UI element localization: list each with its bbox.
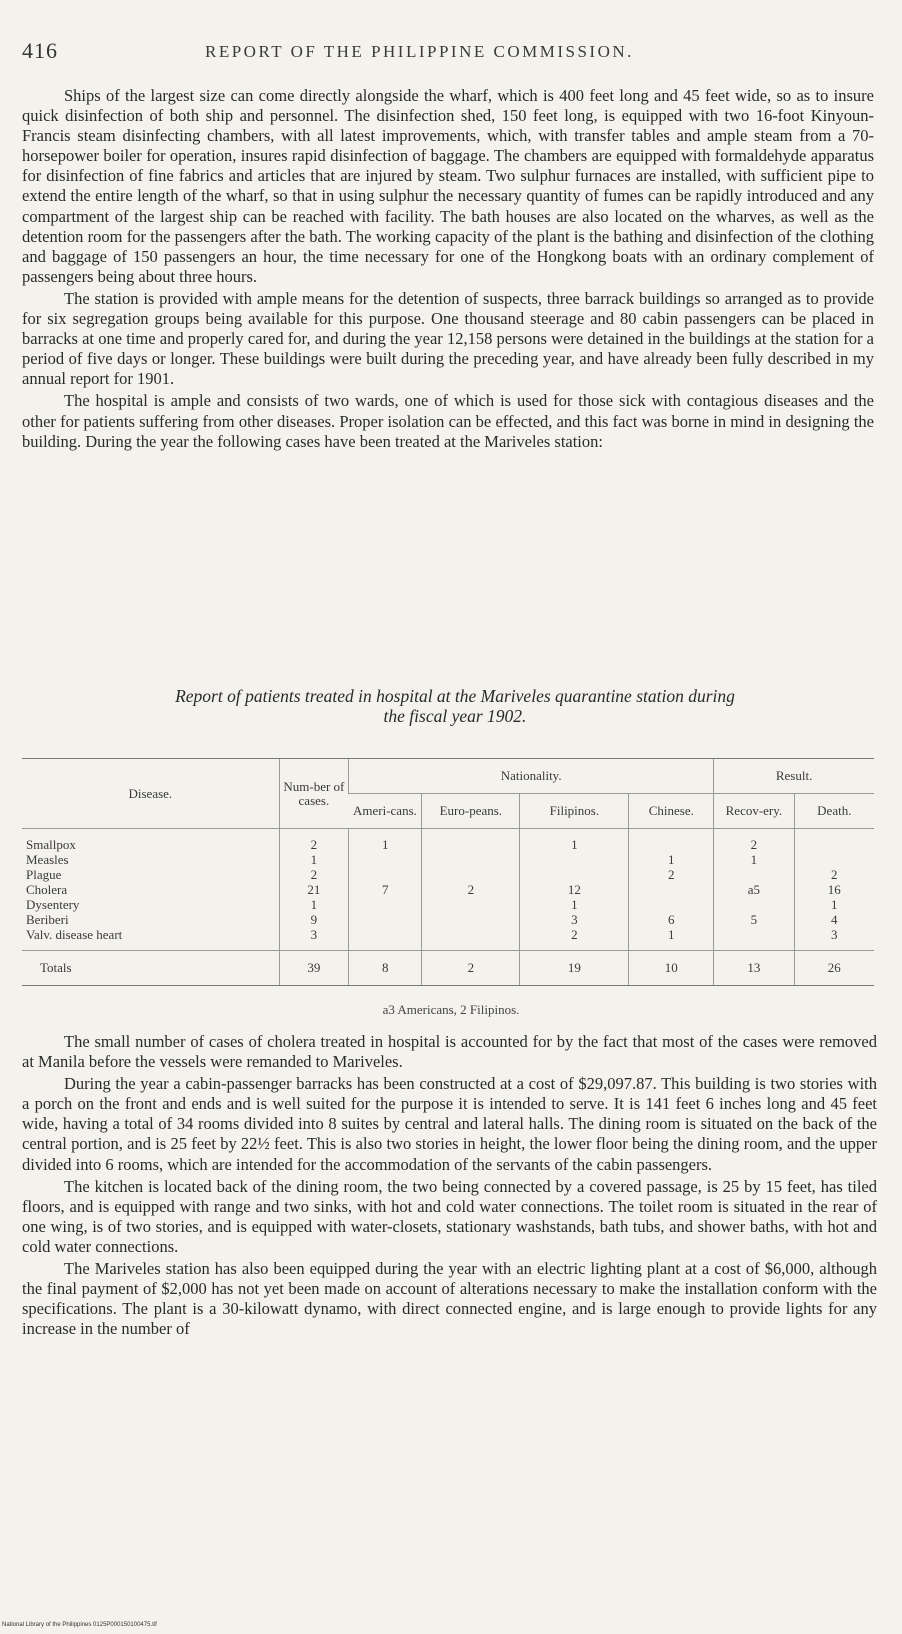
chinese-cell: 2 <box>629 867 714 882</box>
number-cell: 9 <box>279 912 348 927</box>
totals-row <box>22 951 874 986</box>
totals-number: 39 <box>279 951 348 986</box>
recovery-cell: 1 <box>714 852 794 867</box>
body-text-bottom <box>22 1032 877 1341</box>
filipinos-cell <box>520 852 629 867</box>
running-title: REPORT OF THE PHILIPPINE COMMISSION. <box>205 42 634 61</box>
chinese-cell <box>629 897 714 912</box>
number-cell: 2 <box>279 829 348 853</box>
death-cell <box>794 852 874 867</box>
table-caption-line2: the fiscal year 1902. <box>383 706 527 726</box>
table-row <box>22 912 874 927</box>
table-row <box>22 867 874 882</box>
patients-table <box>22 758 874 986</box>
table-row <box>22 829 874 853</box>
paragraph-barracks: During the year a cabin-passenger barracks has been constructed at a cost of $29,097.87. This building is two stories with a porch on the front and ends and is well suited for the purpose it is intended to serve. It is 141 feet 6 inches long and 45 feet wide, having a total of 34 rooms divided into 8 suites by central and lateral halls. The dining room is situated on the back of the central portion, and is 25 feet by 22½ feet. This is also two stories in height, the lower floor being the dining room, and the upper divided into 6 rooms, which are intended for the accommodation of the servants of the cabin passengers. <box>22 1074 877 1174</box>
totals-recovery: 13 <box>714 951 794 986</box>
table-row <box>22 927 874 951</box>
table-row <box>22 897 874 912</box>
header-result: Result. <box>714 759 874 794</box>
header-disease: Disease. <box>22 759 279 829</box>
number-cell: 21 <box>279 882 348 897</box>
recovery-cell <box>714 927 794 951</box>
paragraph-detention: The station is provided with ample means for the detention of suspects, three barrack buildings so arranged as to provide for six segregation groups being available for this purpose. One thousand steerage and 80 cabin passengers can be placed in barracks at one time and properly cared for, and during the year 12,158 persons were detained in the buildings at the station for a period of five days or longer. These buildings were built during the preceding year, and have already been fully described in my annual report for 1901. <box>22 288 874 389</box>
americans-cell: 7 <box>349 882 422 897</box>
header-nationality: Nationality. <box>349 759 714 794</box>
table-row <box>22 852 874 867</box>
totals-filipinos: 19 <box>520 951 629 986</box>
chinese-cell: 1 <box>629 927 714 951</box>
europeans-cell <box>422 912 520 927</box>
chinese-cell <box>629 829 714 853</box>
patients-table-wrapper <box>22 758 874 986</box>
header-chinese: Chinese. <box>629 794 714 829</box>
filipinos-cell: 3 <box>520 912 629 927</box>
europeans-cell <box>422 852 520 867</box>
header-filipinos: Filipinos. <box>520 794 629 829</box>
death-cell: 2 <box>794 867 874 882</box>
death-cell: 4 <box>794 912 874 927</box>
page-header <box>0 38 902 68</box>
number-cell: 2 <box>279 867 348 882</box>
disease-cell: Plague <box>26 867 62 882</box>
americans-cell <box>349 867 422 882</box>
page-number: 416 <box>22 38 58 63</box>
americans-cell: 1 <box>349 829 422 853</box>
recovery-cell <box>714 897 794 912</box>
body-text-top <box>22 86 874 454</box>
recovery-cell: a5 <box>714 882 794 897</box>
header-recovery: Recov-ery. <box>714 794 794 829</box>
number-cell: 1 <box>279 897 348 912</box>
disease-cell: Smallpox <box>26 837 76 852</box>
filipinos-cell: 1 <box>520 897 629 912</box>
death-cell <box>794 829 874 853</box>
filipinos-cell: 1 <box>520 829 629 853</box>
disease-cell: Cholera <box>26 882 68 897</box>
chinese-cell <box>629 882 714 897</box>
americans-cell <box>349 852 422 867</box>
recovery-cell: 5 <box>714 912 794 927</box>
totals-label-text: Totals <box>40 960 72 975</box>
paragraph-hospital: The hospital is ample and consists of two wards, one of which is used for those sick with contagious diseases and the other for patients suffering from other diseases. Proper isolation can be effected, and this fact was borne in mind in designing the building. During the year the following cases have been treated at the Mariveles station: <box>22 391 874 451</box>
header-death: Death. <box>794 794 874 829</box>
americans-cell <box>349 927 422 951</box>
filipinos-cell: 2 <box>520 927 629 951</box>
number-cell: 3 <box>279 927 348 951</box>
filipinos-cell: 12 <box>520 882 629 897</box>
totals-americans: 8 <box>349 951 422 986</box>
paragraph-kitchen: The kitchen is located back of the dining room, the two being connected by a covered passage, is 25 by 15 feet, has tiled floors, and is equipped with range and two sinks, with hot and cold water connections. The toilet room is situated in the rear of one wing, is of two stories, and is equipped with water-closets, stationary washstands, bath tubs, and shower baths, with hot and cold water connections. <box>22 1176 877 1256</box>
filipinos-cell <box>520 867 629 882</box>
europeans-cell <box>422 829 520 853</box>
scan-imprint: National Library of the Philippines 0125P000150100475.tif <box>2 1622 157 1628</box>
disease-cell: Beriberi <box>26 912 69 927</box>
paragraph-wharf: Ships of the largest size can come directly alongside the wharf, which is 400 feet long and 45 feet wide, so as to insure quick disinfection of both ship and personnel. The disinfection shed, 150 feet long, is equipped with two 16-foot Kinyoun-Francis steam disinfecting chambers, with all latest improvements, which, with transfer tables and ample steam from a 70-horsepower boiler for operation, insures rapid disinfection of baggage. The chambers are equipped with formaldehyde apparatus for disinfection of fine fabrics and articles that are injured by steam. Two sulphur furnaces are installed, with sufficient pipe to extend the entire length of the wharf, so that in using sulphur the necessary quantity of fumes can be rapidly introduced and any compartment of the largest ship can be reached with facility. The bath houses are also located on the wharves, as well as the detention room for the passengers after the bath. The working capacity of the plant is the bathing and disinfection of the clothing and baggage of 150 passengers an hour, the time necessary for one of the Hongkong boats with an ordinary complement of passengers being about three hours. <box>22 86 874 286</box>
table-caption-line1: Report of patients treated in hospital at the Mariveles quarantine station during <box>175 686 735 706</box>
number-cell: 1 <box>279 852 348 867</box>
europeans-cell <box>422 927 520 951</box>
death-cell: 16 <box>794 882 874 897</box>
table-row <box>22 882 874 897</box>
paragraph-cholera: The small number of cases of cholera treated in hospital is accounted for by the fact that most of the cases were removed at Manila before the vessels were remanded to Mariveles. <box>22 1032 877 1072</box>
totals-label <box>22 951 279 986</box>
table-footnote: a3 Americans, 2 Filipinos. <box>382 1002 520 1017</box>
totals-death: 26 <box>794 951 874 986</box>
europeans-cell <box>422 867 520 882</box>
chinese-cell: 6 <box>629 912 714 927</box>
header-americans: Ameri-cans. <box>349 794 422 829</box>
disease-cell: Dysentery <box>26 897 80 912</box>
europeans-cell <box>422 897 520 912</box>
header-number: Num-ber of cases. <box>279 759 348 829</box>
totals-europeans: 2 <box>422 951 520 986</box>
paragraph-lighting: The Mariveles station has also been equipped during the year with an electric lighting plant at a cost of $6,000, although the final payment of $2,000 has not yet been made on account of alterations necessary to make the installation conform with the specifications. The plant is a 30-kilowatt dynamo, with direct connected engine, and is large enough to provide lights for any increase in the number of <box>22 1259 877 1339</box>
americans-cell <box>349 897 422 912</box>
disease-cell: Valv. disease heart <box>26 927 123 942</box>
recovery-cell <box>714 867 794 882</box>
death-cell: 3 <box>794 927 874 951</box>
totals-chinese: 10 <box>629 951 714 986</box>
table-caption <box>40 686 870 726</box>
europeans-cell: 2 <box>422 882 520 897</box>
death-cell: 1 <box>794 897 874 912</box>
disease-cell: Measles <box>26 852 69 867</box>
americans-cell <box>349 912 422 927</box>
header-europeans: Euro-peans. <box>422 794 520 829</box>
chinese-cell: 1 <box>629 852 714 867</box>
recovery-cell: 2 <box>714 829 794 853</box>
